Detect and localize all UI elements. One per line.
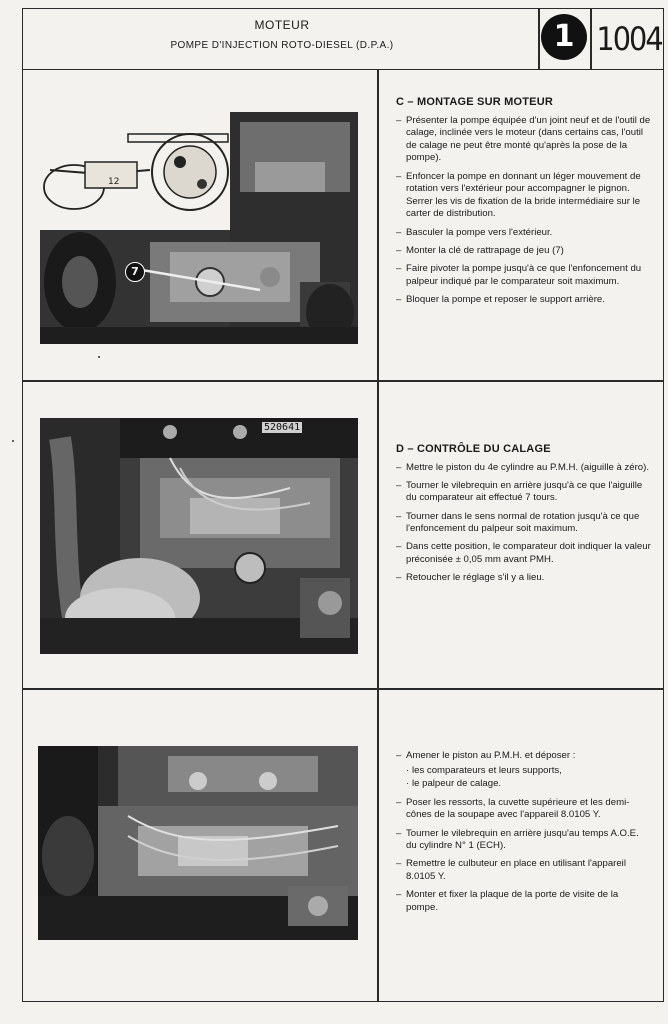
section-e — [396, 750, 652, 920]
section-c-step-2: – Enfoncer la pompe en donnant un léger mouvement de rotation vers l'extérieur pour accompagner le pignon. Serrer les vis de fixation de la bride intermédiaire sur le carter de distribution. — [396, 171, 652, 221]
part-stamp: 520641 — [264, 422, 301, 433]
section-number-badge: 1 — [541, 14, 587, 60]
code-divider — [590, 8, 592, 70]
section-e-sub-1: · les comparateurs et leurs supports, — [396, 765, 652, 778]
photo-timing-check — [40, 418, 358, 654]
section-d-step-4: – Dans cette position, le comparateur doit indiquer la valeur préconisée ± 0,05 mm avant PMH. — [396, 541, 652, 566]
svg-text:12: 12 — [108, 177, 120, 187]
section-c-step-6: – Bloquer la pompe et reposer le support arrière. — [396, 294, 652, 307]
margin-mark — [98, 356, 100, 358]
section-d-step-1: – Mettre le piston du 4e cylindre au P.M.H. (aiguille à zéro). — [396, 462, 652, 475]
section-e-step-1: – Amener le piston au P.M.H. et déposer : — [396, 750, 652, 763]
margin-mark — [12, 440, 14, 442]
row-divider-2 — [22, 688, 664, 690]
section-c-title: C – MONTAGE SUR MOTEUR — [396, 96, 553, 108]
header — [22, 8, 664, 70]
section-c-step-3: – Basculer la pompe vers l'extérieur. — [396, 227, 652, 240]
section-c-step-4: – Monter la clé de rattrapage de jeu (7) — [396, 245, 652, 258]
section-e-step-2: – Poser les ressorts, la cuvette supérieure et les demi-cônes de la soupape avec l'appareil 8.0105 Y. — [396, 797, 652, 822]
section-d-step-5: – Retoucher le réglage s'il y a lieu. — [396, 572, 652, 585]
section-e-step-3: – Tourner le vilebrequin en arrière jusqu'au temps A.O.E. du cylindre N° 1 (ECH). — [396, 828, 652, 853]
section-e-step-5: – Monter et fixer la plaque de la porte de visite de la pompe. — [396, 889, 652, 914]
photo-valve-reassembly — [38, 746, 358, 940]
bleed-through-ghost — [0, 20, 22, 80]
section-e-sub-2: · le palpeur de calage. — [396, 778, 652, 791]
header-divider — [538, 8, 540, 70]
page-code: 1004 — [596, 20, 662, 58]
section-d-step-2: – Tourner le vilebrequin en arrière jusqu'à ce que l'aiguille du comparateur ait effectué 7 tours. — [396, 480, 652, 505]
callout-7: 7 — [125, 262, 145, 282]
photo-pump-mounting — [40, 112, 358, 344]
section-c-step-1: – Présenter la pompe équipée d'un joint neuf et de l'outil de calage, inclinée vers le moteur (dans certains cas, l'outil de calage ne peut être monté qu'après la pose de la pompe). — [396, 115, 652, 165]
section-c-step-5: – Faire pivoter la pompe jusqu'à ce que l'enfoncement du palpeur indiqué par le comparateur soit maximum. — [396, 263, 652, 288]
section-d-title: D – CONTRÔLE DU CALAGE — [396, 443, 551, 455]
row-divider-1 — [22, 380, 664, 382]
section-e-step-4: – Remettre le culbuteur en place en utilisant l'appareil 8.0105 Y. — [396, 858, 652, 883]
section-c — [396, 96, 652, 312]
column-divider — [377, 70, 379, 1002]
header-title: MOTEUR — [254, 18, 310, 32]
section-d — [396, 443, 652, 590]
header-subtitle: POMPE D'INJECTION ROTO-DIESEL (D.P.A.) — [170, 40, 394, 51]
section-d-step-3: – Tourner dans le sens normal de rotation jusqu'à ce que l'enfoncement du palpeur soit maximum. — [396, 511, 652, 536]
